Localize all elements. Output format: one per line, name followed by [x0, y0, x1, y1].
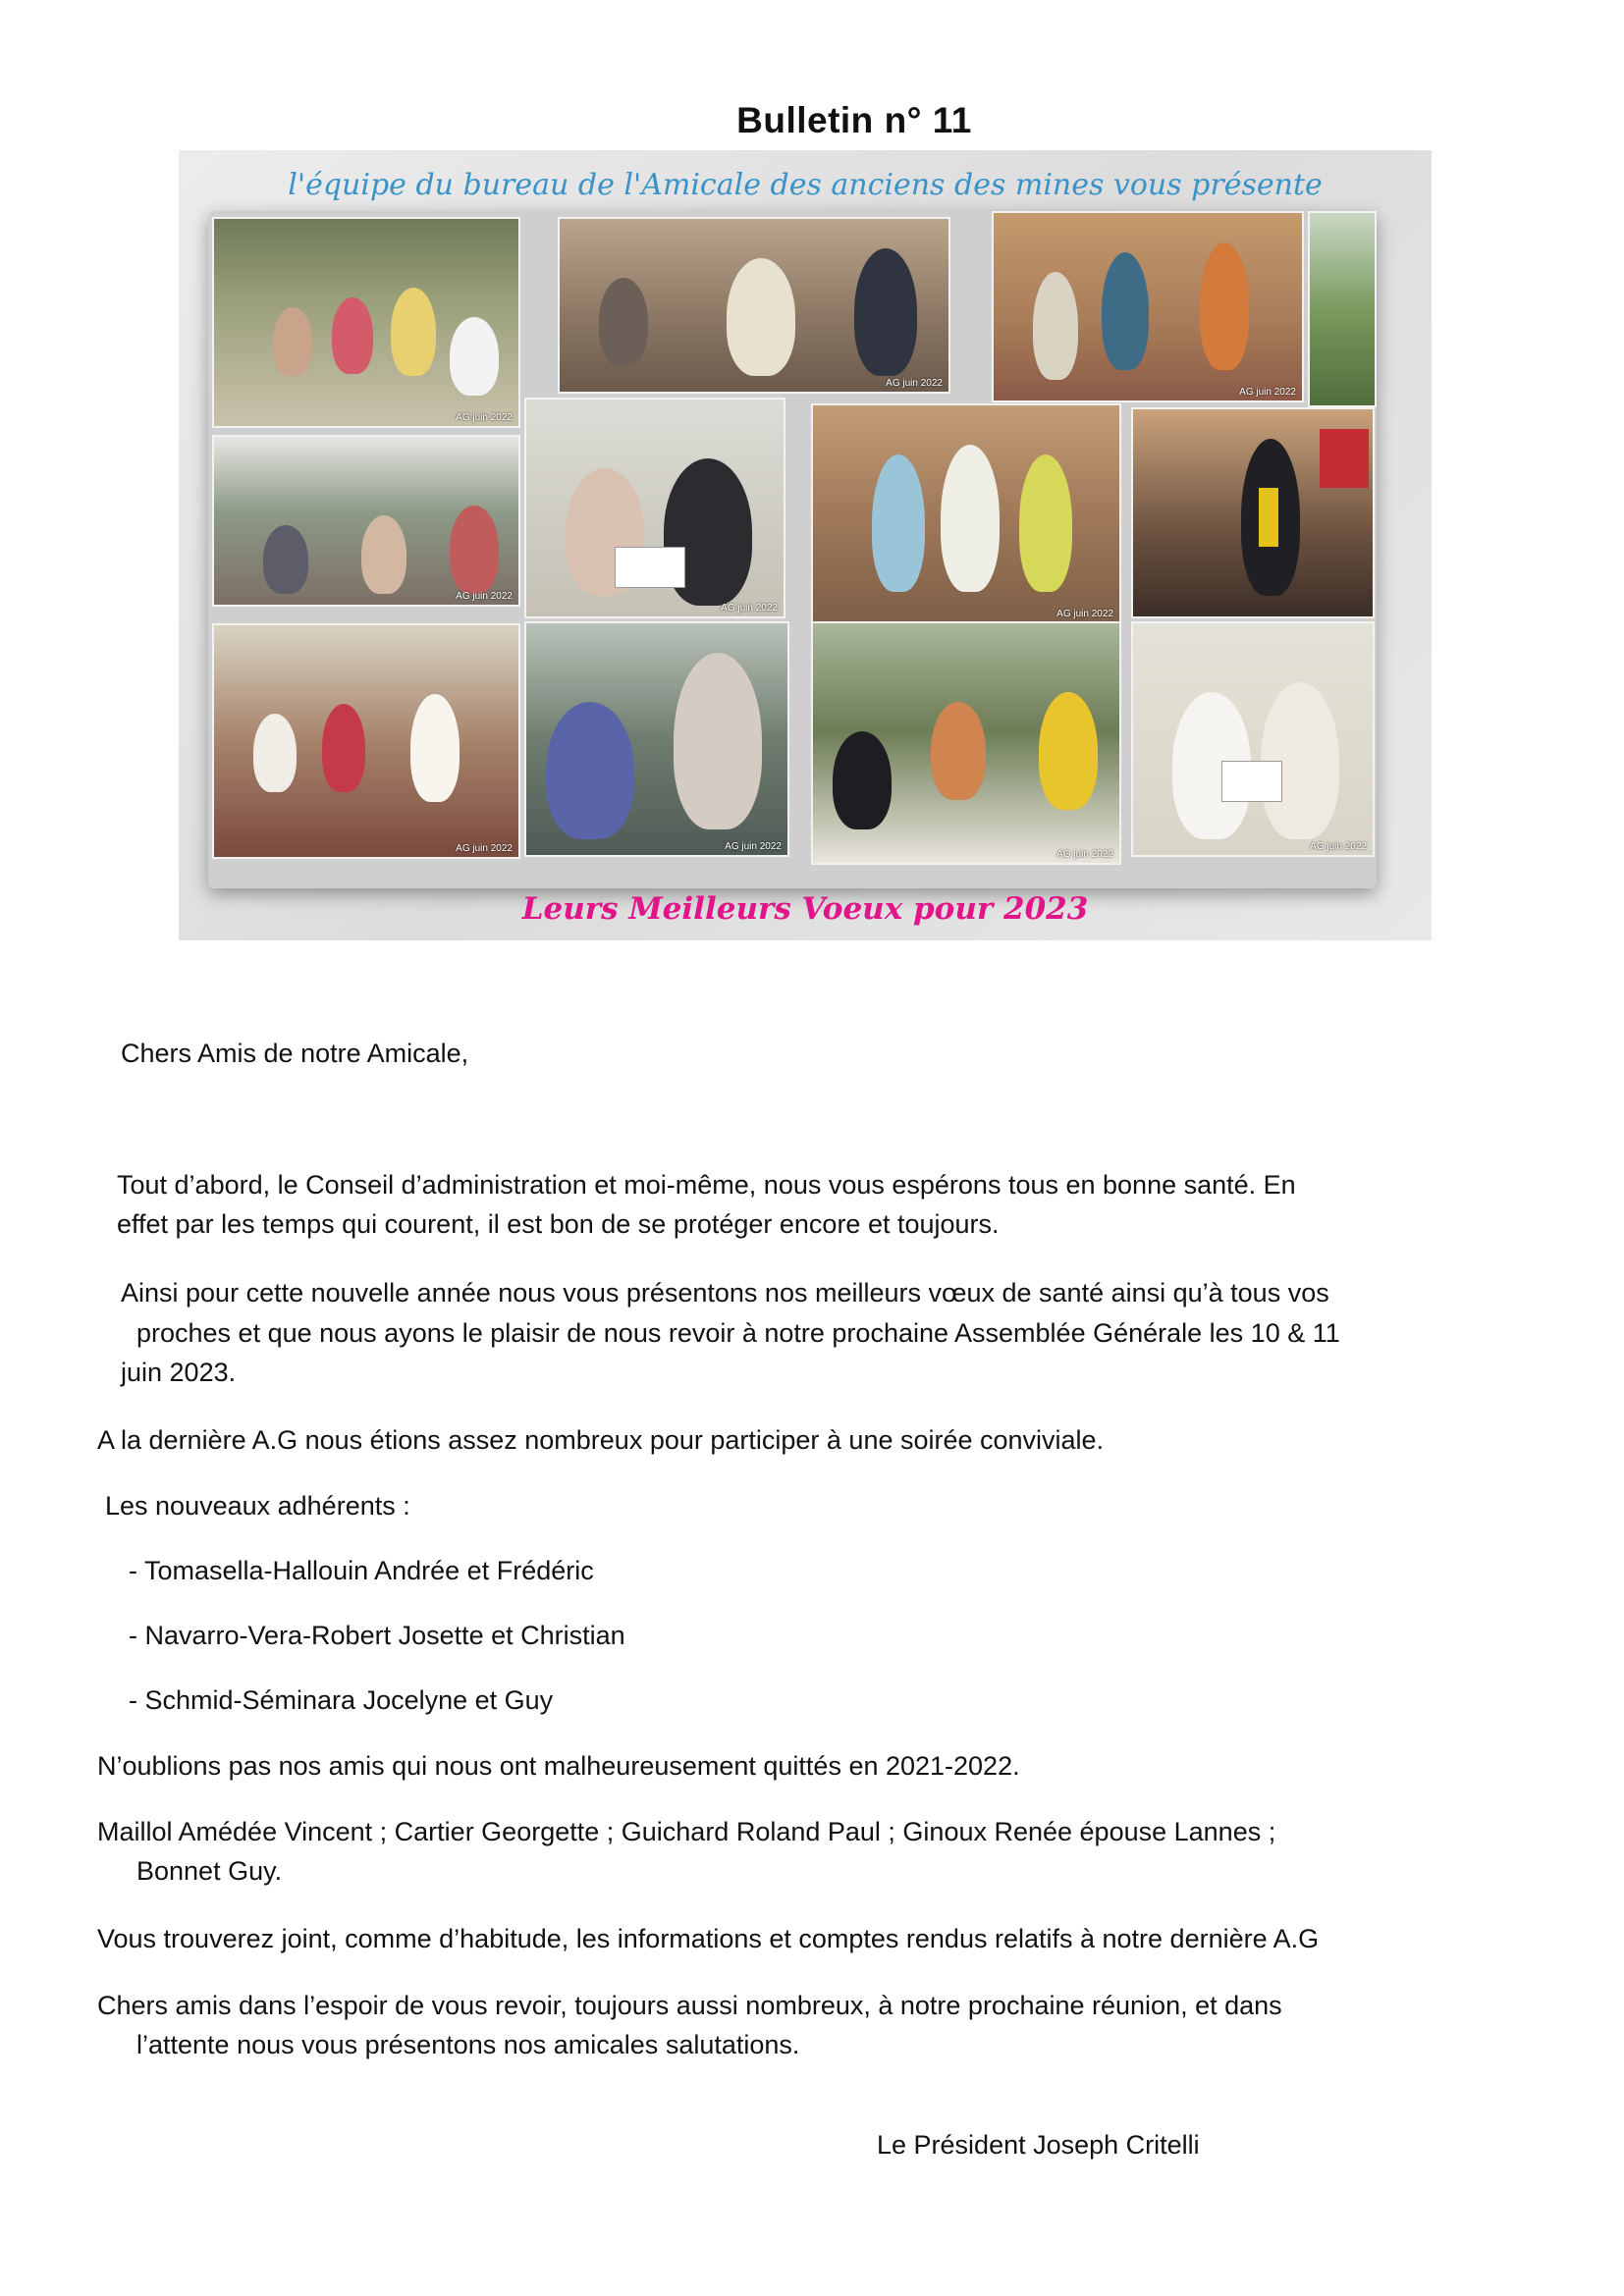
list-item: - Navarro-Vera-Robert Josette et Christian — [129, 1621, 625, 1650]
signature: Le Président Joseph Critelli — [877, 2130, 1200, 2160]
paragraph-line: Tout d’abord, le Conseil d’administration et moi-même, nous vous espérons tous en bonne santé. En — [117, 1170, 1296, 1200]
list-item: - Tomasella-Hallouin Andrée et Frédéric — [129, 1556, 594, 1585]
collage-photo — [992, 211, 1304, 402]
photo-caption: AG juin 2022 — [456, 843, 513, 854]
photo-caption: AG juin 2022 — [456, 591, 513, 602]
collage-photo — [212, 435, 520, 607]
collage-photo — [1308, 211, 1377, 407]
collage-photo — [524, 621, 789, 857]
salutation: Chers Amis de notre Amicale, — [121, 1039, 469, 1068]
paragraph-line: Ainsi pour cette nouvelle année nous vous présentons nos meilleurs vœux de santé ainsi qu’à tous vos — [121, 1278, 1329, 1308]
paragraph-line: l’attente nous vous présentons nos amicales salutations. — [136, 2030, 800, 2059]
collage-photo — [811, 403, 1121, 624]
greeting-card — [179, 150, 1432, 940]
photo-collage — [208, 211, 1377, 888]
collage-photo — [1131, 621, 1375, 857]
paragraph: Vous trouverez joint, comme d’habitude, les informations et comptes rendus relatifs à notre dernière A.G — [97, 1924, 1320, 1953]
photo-caption: AG juin 2022 — [1056, 609, 1113, 619]
paragraph-line: Bonnet Guy. — [136, 1856, 283, 1886]
photo-caption: AG juin 2022 — [1310, 841, 1367, 852]
collage-photo — [212, 217, 520, 428]
photo-caption: AG juin 2022 — [886, 378, 943, 389]
card-footer: Leurs Meilleurs Voeux pour 2023 — [521, 891, 1089, 927]
collage-photo — [524, 398, 785, 618]
collage-photo — [811, 621, 1121, 865]
collage-photo — [558, 217, 950, 394]
bulletin-title: Bulletin n° 11 — [736, 100, 972, 140]
paragraph: A la dernière A.G nous étions assez nombreux pour participer à une soirée conviviale. — [97, 1425, 1105, 1455]
paragraph-line: effet par les temps qui courent, il est bon de se protéger encore et toujours. — [117, 1209, 1000, 1239]
paragraph-line: proches et que nous ayons le plaisir de nous revoir à notre prochaine Assemblée Générale les 10 & 11 — [136, 1318, 1340, 1348]
list-item: - Schmid-Séminara Jocelyne et Guy — [129, 1685, 554, 1715]
card-header: l'équipe du bureau de l'Amicale des anciens des mines vous présente — [288, 168, 1323, 202]
paragraph-line: Chers amis dans l’espoir de vous revoir, toujours aussi nombreux, à notre prochaine réunion, et dans — [97, 1991, 1282, 2020]
collage-photo — [1131, 407, 1375, 618]
photo-caption: AG juin 2022 — [725, 841, 782, 852]
photo-caption: AG juin 2022 — [456, 412, 513, 423]
paragraph-line: juin 2023. — [121, 1358, 237, 1387]
collage-photo — [212, 623, 520, 859]
paragraph-line: Maillol Amédée Vincent ; Cartier Georgette ; Guichard Roland Paul ; Ginoux Renée épouse Lannes ; — [97, 1817, 1276, 1846]
paragraph: N’oublions pas nos amis qui nous ont malheureusement quittés en 2021-2022. — [97, 1751, 1020, 1781]
photo-caption: AG juin 2022 — [1056, 849, 1113, 860]
new-members-heading: Les nouveaux adhérents : — [105, 1491, 410, 1521]
photo-caption: AG juin 2022 — [721, 603, 778, 614]
photo-caption: AG juin 2022 — [1239, 387, 1296, 398]
